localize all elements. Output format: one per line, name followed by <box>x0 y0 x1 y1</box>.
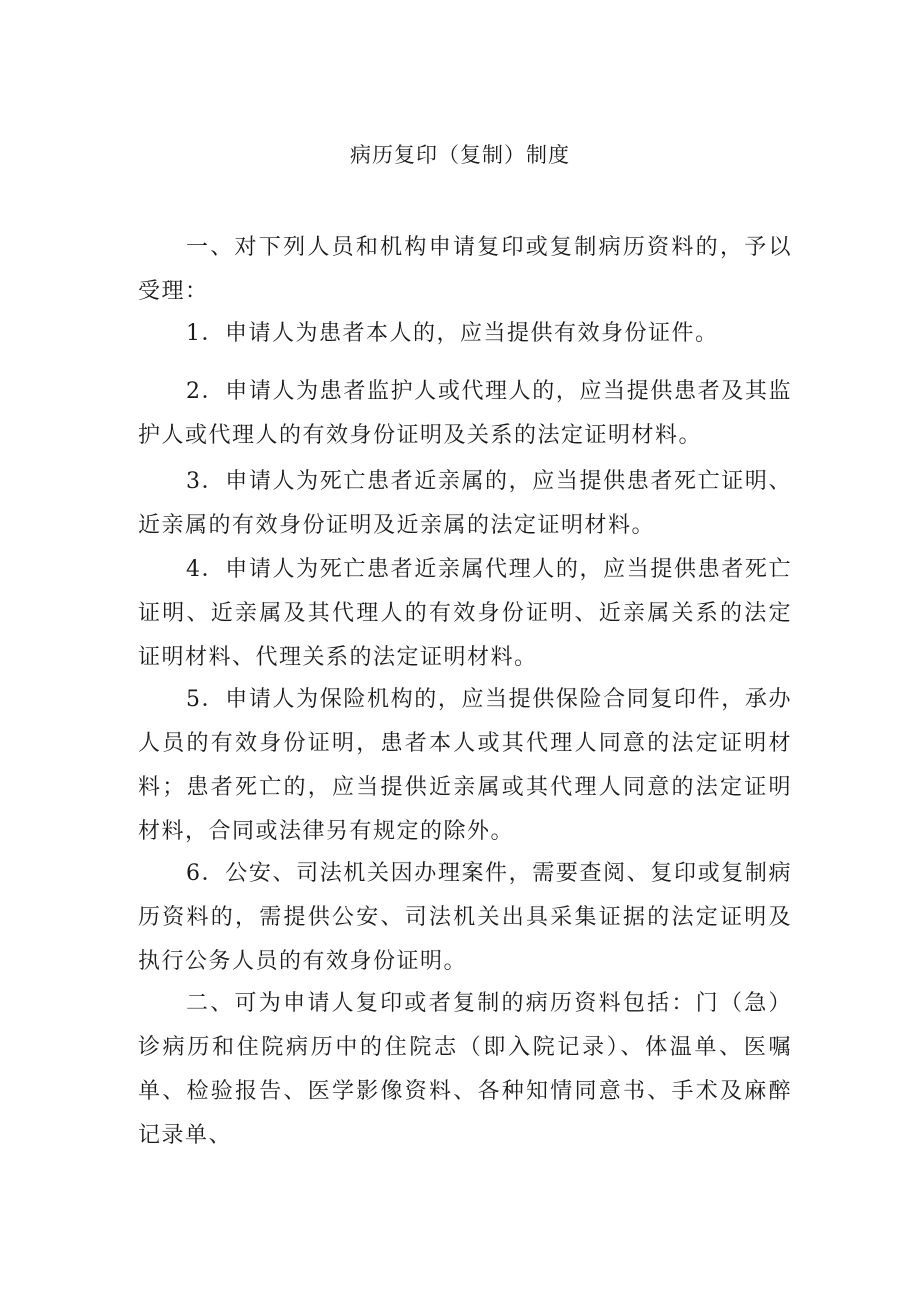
paragraph-item-4: 4．申请人为死亡患者近亲属代理人的，应当提供患者死亡证明、近亲属及其代理人的有效身份证明、近亲属关系的法定证明材料、代理关系的法定证明材料。 <box>138 557 792 670</box>
paragraph-item-3: 3．申请人为死亡患者近亲属的，应当提供患者死亡证明、近亲属的有效身份证明及近亲属的法定证明材料。 <box>138 469 792 538</box>
paragraph-section-2-intro: 二、可为申请人复印或者复制的病历资料包括：门（急）诊病历和住院病历中的住院志（即入院记录）、体温单、医嘱单、检验报告、医学影像资料、各种知情同意书、手术及麻醉记录单、 <box>138 991 792 1148</box>
document-title: 病历复印（复制）制度 <box>350 143 570 167</box>
paragraph-item-5: 5．申请人为保险机构的，应当提供保险合同复印件，承办人员的有效身份证明，患者本人或其代理人同意的法定证明材料；患者死亡的，应当提供近亲属或其代理人同意的法定证明材料，合同或法律另有规定的除外。 <box>138 687 792 844</box>
paragraph-item-1: 1．申请人为患者本人的，应当提供有效身份证件。 <box>186 321 719 346</box>
paragraph-item-6: 6．公安、司法机关因办理案件，需要查阅、复印或复制病历资料的，需提供公安、司法机关出具采集证据的法定证明及执行公务人员的有效身份证明。 <box>138 861 792 974</box>
paragraph-section-1-intro: 一、对下列人员和机构申请复印或复制病历资料的，予以受理： <box>138 235 792 304</box>
paragraph-item-2: 2．申请人为患者监护人或代理人的，应当提供患者及其监护人或代理人的有效身份证明及关系的法定证明材料。 <box>138 379 792 448</box>
